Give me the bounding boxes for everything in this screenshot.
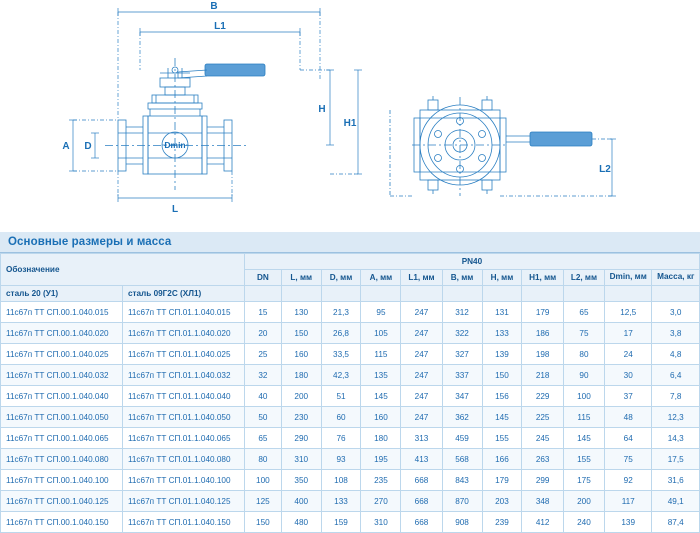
label-l2: L2	[599, 164, 611, 175]
cell-dn: 50	[244, 407, 281, 428]
cell-a: 195	[361, 449, 401, 470]
cell-l1: 668	[401, 470, 442, 491]
cell-steel20: 11с67п ТТ СП.00.1.040.020	[1, 323, 123, 344]
cell-dn: 20	[244, 323, 281, 344]
cell-a: 95	[361, 302, 401, 323]
cell-dn: 150	[244, 512, 281, 533]
table-row	[1, 428, 700, 449]
table-header-row-1	[1, 254, 700, 270]
cell-mass: 6,4	[652, 365, 700, 386]
cell-b: 337	[442, 365, 482, 386]
cell-h: 139	[482, 344, 522, 365]
table-row	[1, 449, 700, 470]
label-a: A	[62, 141, 70, 152]
cell-l: 400	[281, 491, 321, 512]
cell-dn: 25	[244, 344, 281, 365]
cell-d: 76	[321, 428, 361, 449]
table-body	[1, 302, 700, 533]
cell-b: 312	[442, 302, 482, 323]
cell-dmin: 37	[605, 386, 652, 407]
header-spacer-l	[281, 286, 321, 302]
cell-steel09g2c: 11с67п ТТ СП.01.1.040.015	[122, 302, 244, 323]
header-spacer-b	[442, 286, 482, 302]
cell-l: 180	[281, 365, 321, 386]
cell-steel09g2c: 11с67п ТТ СП.01.1.040.020	[122, 323, 244, 344]
header-d: D, мм	[321, 270, 361, 286]
cell-dmin: 139	[605, 512, 652, 533]
header-steel20: сталь 20 (У1)	[1, 286, 123, 302]
cell-d: 26,8	[321, 323, 361, 344]
dimensions-table	[0, 253, 700, 533]
cell-steel09g2c: 11с67п ТТ СП.01.1.040.065	[122, 428, 244, 449]
table-row	[1, 491, 700, 512]
cell-h1: 299	[522, 470, 563, 491]
cell-l: 130	[281, 302, 321, 323]
label-d: D	[84, 141, 92, 152]
header-spacer-dmin	[605, 286, 652, 302]
cell-l1: 247	[401, 407, 442, 428]
cell-h1: 179	[522, 302, 563, 323]
cell-l2: 100	[563, 386, 604, 407]
cell-d: 159	[321, 512, 361, 533]
cell-dn: 125	[244, 491, 281, 512]
cell-a: 145	[361, 386, 401, 407]
cell-mass: 4,8	[652, 344, 700, 365]
cell-d: 42,3	[321, 365, 361, 386]
cell-l1: 668	[401, 512, 442, 533]
cell-dn: 65	[244, 428, 281, 449]
cell-h1: 198	[522, 344, 563, 365]
cell-l2: 175	[563, 470, 604, 491]
cell-l: 480	[281, 512, 321, 533]
cell-steel20: 11с67п ТТ СП.00.1.040.032	[1, 365, 123, 386]
header-spacer-a	[361, 286, 401, 302]
cell-h1: 186	[522, 323, 563, 344]
specifications-section	[0, 232, 700, 533]
cell-dmin: 117	[605, 491, 652, 512]
cell-steel09g2c: 11с67п ТТ СП.01.1.040.150	[122, 512, 244, 533]
cell-dmin: 12,5	[605, 302, 652, 323]
cell-l2: 240	[563, 512, 604, 533]
cell-b: 322	[442, 323, 482, 344]
cell-h1: 412	[522, 512, 563, 533]
technical-drawing	[0, 0, 700, 232]
cell-d: 51	[321, 386, 361, 407]
cell-l: 230	[281, 407, 321, 428]
cell-a: 115	[361, 344, 401, 365]
cell-l1: 247	[401, 323, 442, 344]
handle-lever	[178, 64, 265, 78]
table-header	[1, 254, 700, 302]
cell-steel09g2c: 11с67п ТТ СП.01.1.040.025	[122, 344, 244, 365]
cell-mass: 14,3	[652, 428, 700, 449]
cell-dn: 100	[244, 470, 281, 491]
cell-l1: 247	[401, 365, 442, 386]
table-header-row-3	[1, 286, 700, 302]
cell-d: 60	[321, 407, 361, 428]
cell-l: 350	[281, 470, 321, 491]
cell-l1: 313	[401, 428, 442, 449]
cell-b: 568	[442, 449, 482, 470]
cell-l2: 115	[563, 407, 604, 428]
cell-h: 155	[482, 428, 522, 449]
drawing-canvas	[0, 0, 700, 232]
cell-a: 105	[361, 323, 401, 344]
header-spacer-l1	[401, 286, 442, 302]
cell-h1: 225	[522, 407, 563, 428]
cell-steel09g2c: 11с67п ТТ СП.01.1.040.050	[122, 407, 244, 428]
cell-steel20: 11с67п ТТ СП.00.1.040.150	[1, 512, 123, 533]
cell-dmin: 30	[605, 365, 652, 386]
cell-b: 327	[442, 344, 482, 365]
cell-dmin: 17	[605, 323, 652, 344]
cell-dmin: 24	[605, 344, 652, 365]
cell-h1: 348	[522, 491, 563, 512]
table-row	[1, 512, 700, 533]
cell-h1: 245	[522, 428, 563, 449]
cell-steel09g2c: 11с67п ТТ СП.01.1.040.080	[122, 449, 244, 470]
cell-steel20: 11с67п ТТ СП.00.1.040.040	[1, 386, 123, 407]
cell-a: 235	[361, 470, 401, 491]
cell-d: 33,5	[321, 344, 361, 365]
cell-mass: 87,4	[652, 512, 700, 533]
cell-d: 108	[321, 470, 361, 491]
cell-dn: 15	[244, 302, 281, 323]
cell-a: 160	[361, 407, 401, 428]
cell-a: 310	[361, 512, 401, 533]
table-row	[1, 386, 700, 407]
cell-h1: 263	[522, 449, 563, 470]
cell-mass: 3,0	[652, 302, 700, 323]
cell-b: 843	[442, 470, 482, 491]
header-l1: L1, мм	[401, 270, 442, 286]
cell-b: 362	[442, 407, 482, 428]
cell-mass: 7,8	[652, 386, 700, 407]
cell-b: 908	[442, 512, 482, 533]
cell-a: 270	[361, 491, 401, 512]
header-spacer-h	[482, 286, 522, 302]
cell-steel20: 11с67п ТТ СП.00.1.040.025	[1, 344, 123, 365]
cell-l1: 247	[401, 344, 442, 365]
header-mass: Масса, кг	[652, 270, 700, 286]
cell-h: 156	[482, 386, 522, 407]
cell-d: 133	[321, 491, 361, 512]
end-view-handle	[506, 132, 592, 146]
cell-steel20: 11с67п ТТ СП.00.1.040.100	[1, 470, 123, 491]
cell-l2: 75	[563, 323, 604, 344]
cell-h1: 218	[522, 365, 563, 386]
cell-l1: 413	[401, 449, 442, 470]
cell-l1: 247	[401, 386, 442, 407]
cell-l: 150	[281, 323, 321, 344]
cell-l: 310	[281, 449, 321, 470]
cell-a: 135	[361, 365, 401, 386]
table-row	[1, 302, 700, 323]
cell-steel09g2c: 11с67п ТТ СП.01.1.040.100	[122, 470, 244, 491]
cell-dn: 40	[244, 386, 281, 407]
header-l2: L2, мм	[563, 270, 604, 286]
table-row	[1, 323, 700, 344]
cell-b: 870	[442, 491, 482, 512]
cell-steel20: 11с67п ТТ СП.00.1.040.065	[1, 428, 123, 449]
header-spacer-d	[321, 286, 361, 302]
cell-l: 160	[281, 344, 321, 365]
cell-steel20: 11с67п ТТ СП.00.1.040.015	[1, 302, 123, 323]
cell-l2: 145	[563, 428, 604, 449]
cell-steel09g2c: 11с67п ТТ СП.01.1.040.040	[122, 386, 244, 407]
section-title: Основные размеры и масса	[0, 232, 700, 253]
header-pn: PN40	[244, 254, 699, 270]
cell-mass: 49,1	[652, 491, 700, 512]
cell-a: 180	[361, 428, 401, 449]
label-dmin: Dmin	[164, 140, 186, 150]
header-spacer-l2	[563, 286, 604, 302]
table-row	[1, 407, 700, 428]
header-designation: Обозначение	[1, 254, 245, 286]
cell-h: 179	[482, 470, 522, 491]
cell-steel20: 11с67п ТТ СП.00.1.040.080	[1, 449, 123, 470]
header-steel09g2c: сталь 09Г2С (ХЛ1)	[122, 286, 244, 302]
cell-steel20: 11с67п ТТ СП.00.1.040.125	[1, 491, 123, 512]
header-b: B, мм	[442, 270, 482, 286]
cell-l2: 155	[563, 449, 604, 470]
cell-steel09g2c: 11с67п ТТ СП.01.1.040.125	[122, 491, 244, 512]
cell-h: 166	[482, 449, 522, 470]
cell-l1: 668	[401, 491, 442, 512]
label-l1: L1	[214, 21, 226, 32]
cell-dmin: 48	[605, 407, 652, 428]
header-l: L, мм	[281, 270, 321, 286]
cell-h: 145	[482, 407, 522, 428]
cell-mass: 12,3	[652, 407, 700, 428]
cell-b: 459	[442, 428, 482, 449]
cell-b: 347	[442, 386, 482, 407]
label-l: L	[171, 204, 179, 215]
cell-mass: 31,6	[652, 470, 700, 491]
cell-l2: 90	[563, 365, 604, 386]
header-dn: DN	[244, 270, 281, 286]
table-row	[1, 470, 700, 491]
cell-l: 200	[281, 386, 321, 407]
cell-steel09g2c: 11с67п ТТ СП.01.1.040.032	[122, 365, 244, 386]
label-h: H	[318, 104, 326, 115]
cell-h1: 229	[522, 386, 563, 407]
cell-dmin: 75	[605, 449, 652, 470]
cell-h: 203	[482, 491, 522, 512]
header-spacer-mass	[652, 286, 700, 302]
cell-dn: 80	[244, 449, 281, 470]
dimension-h	[300, 70, 334, 145]
dimension-d	[91, 133, 99, 158]
cell-d: 21,3	[321, 302, 361, 323]
cell-d: 93	[321, 449, 361, 470]
end-view-flange	[412, 97, 508, 196]
cell-dmin: 92	[605, 470, 652, 491]
header-spacer-dn	[244, 286, 281, 302]
label-h1: H1	[343, 118, 357, 129]
cell-h: 239	[482, 512, 522, 533]
cell-l: 290	[281, 428, 321, 449]
cell-l2: 80	[563, 344, 604, 365]
cell-mass: 3,8	[652, 323, 700, 344]
cell-steel20: 11с67п ТТ СП.00.1.040.050	[1, 407, 123, 428]
header-dmin: Dmin, мм	[605, 270, 652, 286]
table-row	[1, 365, 700, 386]
cell-l2: 65	[563, 302, 604, 323]
cell-mass: 17,5	[652, 449, 700, 470]
table-row	[1, 344, 700, 365]
cell-h: 131	[482, 302, 522, 323]
label-b: B	[210, 1, 218, 12]
header-a: A, мм	[361, 270, 401, 286]
cell-h: 150	[482, 365, 522, 386]
cell-l1: 247	[401, 302, 442, 323]
cell-dmin: 64	[605, 428, 652, 449]
header-h1: H1, мм	[522, 270, 563, 286]
header-spacer-h1	[522, 286, 563, 302]
cell-dn: 32	[244, 365, 281, 386]
header-h: H, мм	[482, 270, 522, 286]
cell-h: 133	[482, 323, 522, 344]
cell-l2: 200	[563, 491, 604, 512]
